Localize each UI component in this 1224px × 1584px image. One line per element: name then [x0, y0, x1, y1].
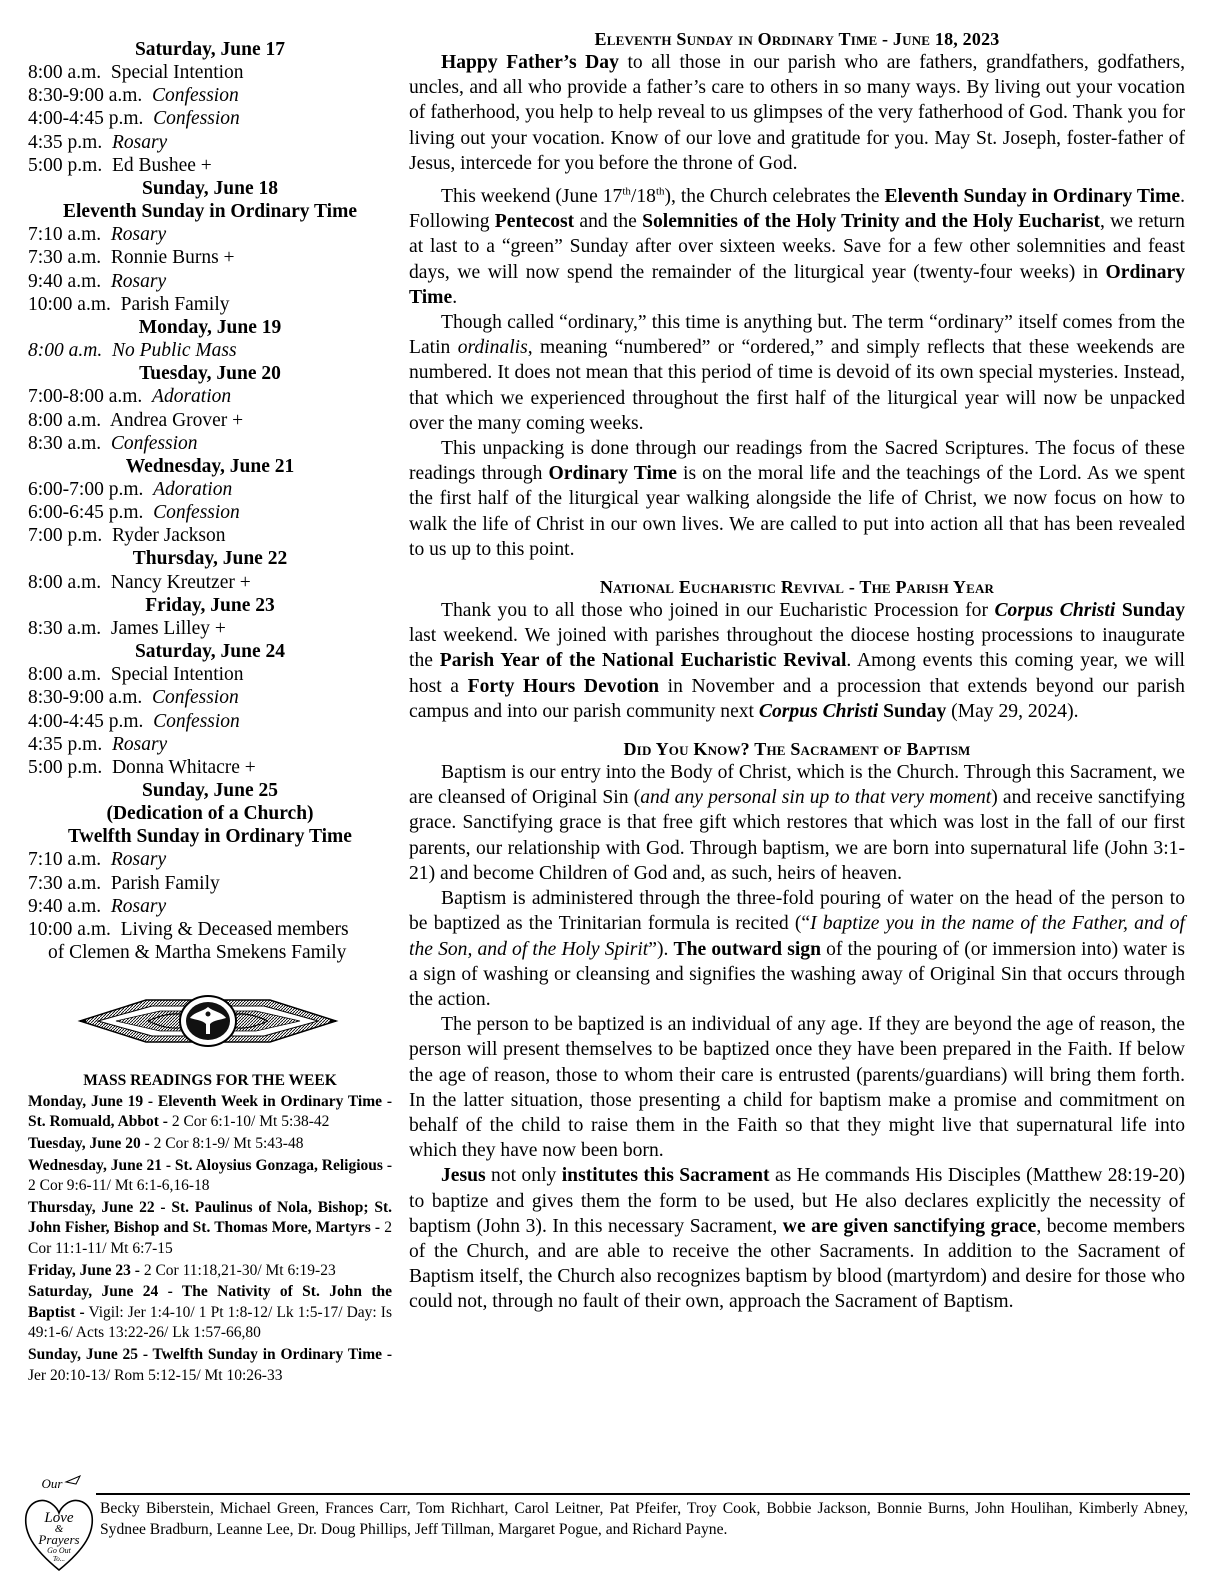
schedule-intention: Nancy Kreutzer + — [110, 571, 251, 593]
schedule-line — [28, 710, 392, 733]
schedule-line — [28, 478, 392, 501]
text: is on the moral life and the teachings of the Lord. As we spent the first half of the liturgical year walking alongside the life of Christ, we now focus on how to walk the life of Christ in our own lives. We are called to put into action all that has been revealed to us up to this point. — [409, 463, 1186, 560]
paragraph-baptism-age: The person to be baptized is an individual of any age. If they are beyond the age of reason, the person will present themselves to be baptized once they have been prepared in the Faith. If below the age of reason, those to whom their care is entrusted (parents/guardians) will bring them forth. In the latter situation, those presenting a child for baptism make a promise and commitment on behalf of the child to raise them in the Faith so that they might live that supernatural life into which they have now been born. — [409, 1014, 1185, 1162]
schedule-intention: Donna Whitacre + — [111, 756, 256, 778]
schedule-intention: Confession — [153, 502, 240, 524]
paragraph-unpacking — [409, 436, 1185, 562]
superscript: th — [622, 185, 631, 198]
text: This weekend (June 17 — [441, 186, 623, 208]
schedule-day-heading: Tuesday, June 20 — [139, 363, 281, 385]
reading-day: Saturday, June 24 - The Nativity of St. John the Baptist - — [28, 1283, 392, 1321]
section-title-baptism: Did You Know? The Sacrament of Baptism — [623, 739, 971, 760]
schedule-time: 4:00-4:45 p.m. — [28, 710, 144, 732]
text: Baptism is administered through the three-fold pouring of water on the head of the person to be baptized as the Trinitarian formula is recited (“ — [409, 888, 1185, 935]
schedule-line — [28, 154, 392, 177]
bold-text: we are given sanctifying grace — [782, 1215, 1037, 1237]
schedule-intention: Adoration — [153, 478, 233, 500]
schedule-time: 5:00 p.m. — [28, 154, 103, 176]
schedule-line — [28, 918, 392, 941]
schedule-time: 10:00 a.m. — [28, 293, 111, 315]
schedule-line — [28, 617, 392, 640]
text: of the pouring of (or immersion into) water is a sign of washing or cleansing and signifies the washing away of Original Sin that occurs through the action. — [409, 938, 1185, 1010]
text: . Following — [409, 186, 1185, 233]
reading-refs: 2 Cor 8:1-9/ Mt 5:43-48 — [153, 1135, 304, 1153]
schedule-line — [28, 501, 392, 524]
text: last weekend. We joined with parishes throughout the diocese hosting processions to inaugurate the — [409, 625, 1185, 672]
schedule-line — [28, 107, 392, 130]
logo-prayers: Prayers — [38, 1532, 80, 1547]
bold-text: Sunday — [878, 700, 947, 722]
logo-our: Our — [41, 1476, 63, 1491]
reading-refs: 2 Cor 6:1-10/ Mt 5:38-42 — [171, 1113, 330, 1131]
schedule-line — [28, 432, 392, 455]
bold-text: Jesus — [441, 1165, 486, 1187]
text: ”). — [648, 938, 674, 960]
text: Thank you to all those who joined in our Eucharistic Procession for — [441, 600, 995, 622]
paragraph-ordinary — [409, 310, 1185, 436]
schedule-intention: Rosary — [111, 733, 168, 755]
schedule-intention: Ed Bushee + — [111, 154, 212, 176]
reading-day: Wednesday, June 21 - St. Aloysius Gonzaga, Religious - — [28, 1156, 392, 1174]
bold-text: Ordinary Time — [548, 463, 677, 485]
paragraph-fathers-day — [409, 50, 1185, 176]
text: and the — [574, 211, 643, 233]
ornament-divider-icon — [76, 990, 340, 1052]
schedule-line — [28, 84, 392, 107]
reading-refs: 2 Cor 11:1-11/ Mt 6:7-15 — [28, 1219, 393, 1257]
paragraph-baptism-administered — [409, 886, 1185, 1012]
schedule-line — [28, 895, 392, 918]
schedule-time: 4:00-4:45 p.m. — [28, 108, 144, 130]
schedule-intention: Adoration — [152, 386, 232, 408]
reading-entry — [28, 1156, 392, 1197]
schedule-day-heading: Saturday, June 17 — [134, 39, 286, 60]
bold-text: Sunday — [1115, 600, 1185, 622]
text: Baptism is our entry into the Body of Christ, which is the Church. Through this Sacrament, we are cleansed of Original Sin ( — [409, 762, 1185, 809]
bold-text: Solemnities of the Holy Trinity and the Holy Eucharist — [642, 211, 1101, 233]
text: . Among events this coming year, we will host a — [409, 650, 1186, 697]
text: not only — [485, 1165, 562, 1187]
schedule-time: 5:00 p.m. — [28, 756, 103, 778]
reading-entry — [28, 1198, 392, 1260]
schedule-line — [28, 756, 392, 779]
text: ), the Church celebrates the — [664, 186, 885, 208]
reading-refs: Vigil: Jer 1:4-10/ 1 Pt 1:8-12/ Lk 1:5-17/ Day: Is 49:1-6/ Acts 13:22-26/ Lk 1:57-66,80 — [28, 1303, 392, 1342]
schedule-intention: Living & Deceased members — [120, 918, 349, 940]
reading-refs: 2 Cor 9:6-11/ Mt 6:1-6,16-18 — [28, 1177, 210, 1195]
schedule-line — [28, 61, 392, 84]
schedule-line — [28, 571, 392, 594]
text: . — [452, 286, 458, 308]
reading-entry — [28, 1261, 392, 1282]
schedule-line-continuation: of Clemen & Martha Smekens Family — [48, 942, 347, 964]
prayer-list: Becky Biberstein, Michael Green, Frances Carr, Tom Richhart, Carol Leitner, Pat Pfeifer, Troy Cook, Bobbie Jackson, Bonnie Burns, John Houlihan, Kimberly Abney, Sydnee Bradburn, Leanne Lee, Dr. Doug Phillips, Jeff Tillman, Margaret Pogue, and Richard Payne. — [100, 1500, 1188, 1538]
love-and-prayers-logo — [22, 1470, 96, 1574]
schedule-day-heading: Eleventh Sunday in Ordinary Time — [62, 201, 357, 223]
text: Though called “ordinary,” this time is anything but. The term “ordinary” itself comes from the Latin — [409, 312, 1185, 359]
schedule-intention: Rosary — [111, 131, 168, 153]
superscript: th — [655, 185, 665, 198]
section-title-eucharistic-revival: National Eucharistic Revival - The Parish Year — [599, 577, 995, 598]
schedule-intention: Parish Family — [120, 293, 230, 315]
schedule-day-heading: Friday, June 23 — [145, 594, 275, 616]
logo-go-out: Go Out — [47, 1546, 71, 1555]
readings-title: MASS READINGS FOR THE WEEK — [83, 1072, 337, 1090]
schedule-intention: Rosary — [110, 895, 167, 917]
schedule-time: 7:10 a.m. — [28, 224, 102, 246]
schedule-day-heading: Sunday, June 25 — [141, 780, 279, 801]
fathers-day-bold: Happy Father’s Day — [441, 52, 619, 73]
bold-text: Pentecost — [494, 211, 575, 233]
schedule-line — [28, 339, 392, 362]
reading-refs: Jer 20:10-13/ Rom 5:12-15/ Mt 10:26-33 — [28, 1366, 283, 1384]
bold-text: Eleventh Sunday in Ordinary Time — [884, 186, 1181, 208]
schedule-line — [28, 131, 392, 154]
schedule-intention: Ronnie Burns + — [110, 247, 235, 269]
schedule-day-heading: Wednesday, June 21 — [125, 455, 295, 477]
schedule-intention: Rosary — [110, 270, 167, 292]
logo-love: Love — [44, 1510, 74, 1526]
article-column — [409, 28, 1185, 1315]
footer-divider — [96, 1493, 1190, 1495]
schedule-day-heading: Sunday, June 18 — [141, 177, 279, 199]
text: ) and receive sanctifying grace. Sanctifying grace is that free gift which restores that which was lost in the fall of our first parents, our relationship with God. Through baptism, we are born into supernatural life (John 3:1-21) and become Children of God and, as such, heirs of heaven. — [409, 787, 1186, 884]
schedule-time: 7:00 p.m. — [28, 525, 103, 547]
schedule-time: 8:30-9:00 a.m. — [28, 687, 143, 709]
schedule-day-heading: Twelfth Sunday in Ordinary Time — [68, 826, 352, 848]
reading-day: Monday, June 19 - Eleventh Week in Ordinary Time - St. Romuald, Abbot - — [28, 1092, 392, 1131]
italic-text: ordinalis — [457, 337, 528, 359]
schedule-intention: Special Intention — [110, 664, 244, 686]
paragraph-baptism-entry — [409, 760, 1185, 886]
schedule-time: 7:00-8:00 a.m. — [28, 386, 143, 408]
schedule-intention: Andrea Grover + — [109, 409, 244, 431]
left-column — [28, 38, 392, 1387]
schedule-line — [28, 270, 392, 293]
schedule-time: 8:00 a.m. — [28, 409, 102, 431]
schedule-time: 8:00 a.m. — [28, 571, 102, 593]
schedule-time: 7:30 a.m. — [28, 872, 102, 894]
schedule-intention: Confession — [152, 687, 239, 709]
paragraph-this-weekend — [409, 184, 1185, 310]
bold-text: Parish Year of the National Eucharistic Revival — [439, 650, 847, 672]
schedule-time: 8:00 a.m. — [28, 62, 102, 84]
section-title-eleventh-sunday: Eleventh Sunday in Ordinary Time - June 18, 2023 — [594, 29, 1000, 49]
schedule-time: 8:00 a.m. — [28, 664, 102, 686]
logo-to: To... — [52, 1555, 66, 1563]
text: as He commands His Disciples (Matthew 28:19-20) to baptize and gives them the form to be used, but He also declares explicitly the necessity of baptism (John 3). In this necessary Sacrament, — [409, 1165, 1185, 1237]
logo-ampersand: & — [54, 1523, 64, 1535]
italic-text: and any personal sin up to that very moment — [640, 787, 992, 809]
schedule-time: 6:00-6:45 p.m. — [28, 502, 144, 524]
schedule-time: 7:10 a.m. — [28, 849, 102, 871]
text: /18 — [630, 186, 656, 208]
bold-italic-text: Corpus Christi — [758, 700, 879, 722]
schedule-day-heading: Monday, June 19 — [138, 316, 282, 338]
text: in November and a procession that extends beyond our parish campus and into our parish community next — [409, 675, 1185, 722]
reading-day: Tuesday, June 20 - — [28, 1135, 150, 1153]
schedule-time: 8:30-9:00 a.m. — [28, 85, 143, 107]
schedule-time: 4:35 p.m. — [28, 733, 103, 755]
schedule-line — [28, 686, 392, 709]
reading-entry — [28, 1134, 392, 1155]
schedule-line — [28, 246, 392, 269]
schedule-intention: Confession — [152, 85, 239, 107]
schedule-intention: No Public Mass — [111, 340, 237, 362]
schedule-intention: Confession — [153, 710, 240, 732]
text: (May 29, 2024). — [946, 700, 1079, 722]
schedule-line — [28, 663, 392, 686]
schedule-line — [28, 409, 392, 432]
fathers-day-text: to all those in our parish who are fathers, grandfathers, godfathers, uncles, and all who provide a father’s care to others in so many ways. By living out your vocation of fatherhood, you help to help reveal to us glimpses of the very fatherhood of God. Thank you for living out your vocation. Know of our love and gratitude for you. May St. Joseph, foster-father of Jesus, intercede for you before the throne of God. — [409, 52, 1185, 174]
schedule-intention: Ryder Jackson — [111, 525, 226, 547]
schedule-day-heading: (Dedication of a Church) — [106, 803, 314, 825]
text: This unpacking is done through our readings from the Sacred Scriptures. The focus of these readings through — [409, 438, 1185, 485]
schedule-time: 10:00 a.m. — [28, 918, 111, 940]
schedule-line — [28, 385, 392, 408]
schedule-intention: James Lilley + — [110, 617, 226, 639]
schedule-line — [28, 524, 392, 547]
bold-italic-text: Corpus Christi — [994, 600, 1116, 622]
schedule-day-heading: Thursday, June 22 — [132, 548, 288, 570]
schedule-time: 7:30 a.m. — [28, 247, 102, 269]
reading-day: Thursday, June 22 - St. Paulinus of Nola, Bishop; St. John Fisher, Bishop and St. Thomas More, Martyrs - — [28, 1198, 392, 1237]
mass-readings — [28, 1071, 392, 1386]
schedule-time: 8:30 a.m. — [28, 432, 102, 454]
reading-entry — [28, 1282, 392, 1344]
schedule-time: 6:00-7:00 p.m. — [28, 478, 144, 500]
bold-text: The outward sign — [673, 938, 821, 960]
schedule-line — [28, 733, 392, 756]
schedule-line — [28, 293, 392, 316]
schedule-intention: Special Intention — [110, 62, 244, 84]
reading-entry — [28, 1345, 392, 1386]
schedule-time: 4:35 p.m. — [28, 131, 103, 153]
reading-refs: 2 Cor 11:18,21-30/ Mt 6:19-23 — [143, 1261, 336, 1279]
paragraph-jesus-institutes — [409, 1163, 1185, 1314]
text: , become members of the Church, and are able to receive the other Sacraments. In addition to the Sacrament of Baptism itself, the Church also recognizes baptism by blood (martyrdom) and desire for those who could not, through no fault of their own, approach the Sacrament of Baptism. — [409, 1215, 1185, 1313]
schedule-intention: Parish Family — [110, 872, 220, 894]
italic-text: I baptize you in the name of the Father, and of the Son, and of the Holy Spirit — [409, 913, 1185, 960]
text: , we return at last to a “green” Sunday after over sixteen weeks. Save for a few other solemnities and feast days, we will now spend the remainder of the liturgical year (twenty-four weeks) in — [409, 211, 1185, 283]
reading-day: Sunday, June 25 - Twelfth Sunday in Ordinary Time - — [28, 1345, 392, 1363]
text: , meaning “numbered” or “ordered,” and simply reflects that these weekends are numbered. It does not mean that this period of time is devoid of its own special mysteries. Instead, that which we experienced throughout the first half of the liturgical year will now be unpacked over the many coming weeks. — [409, 337, 1186, 434]
schedule-day-heading: Saturday, June 24 — [134, 641, 286, 663]
bold-text: institutes this Sacrament — [561, 1165, 770, 1187]
schedule-intention: Confession — [153, 108, 240, 130]
bold-text: Forty Hours Devotion — [467, 675, 660, 697]
schedule-intention: Confession — [110, 432, 198, 454]
schedule-intention: Rosary — [110, 849, 167, 871]
reading-day: Friday, June 23 - — [28, 1261, 140, 1279]
schedule-time: 8:00 a.m. — [28, 340, 103, 362]
schedule-line — [28, 848, 392, 871]
reading-entry — [28, 1092, 392, 1133]
schedule-line — [28, 223, 392, 246]
schedule-time: 8:30 a.m. — [28, 617, 102, 639]
schedule-line — [28, 872, 392, 895]
paragraph-procession — [409, 598, 1185, 724]
schedule-time: 9:40 a.m. — [28, 895, 102, 917]
readings-list — [28, 1092, 392, 1386]
schedule-intention: Rosary — [110, 224, 167, 246]
schedule-time: 9:40 a.m. — [28, 270, 102, 292]
mass-schedule — [28, 38, 392, 964]
bold-text: Ordinary Time — [409, 261, 1185, 308]
